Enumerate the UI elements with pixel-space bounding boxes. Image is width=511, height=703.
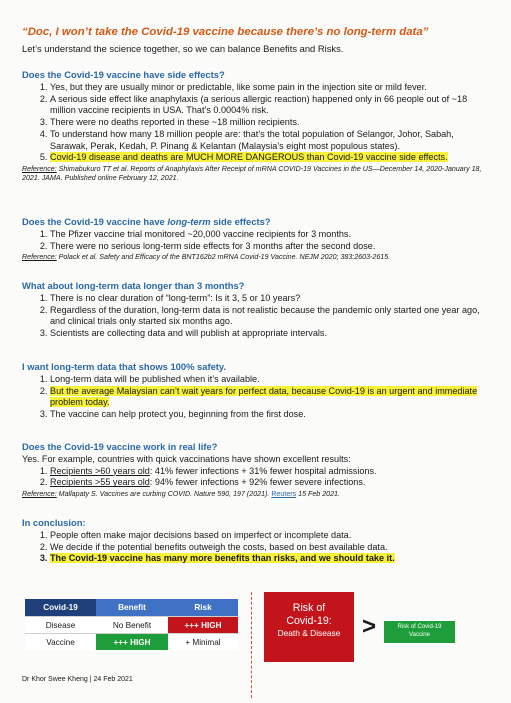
section-longer-than-3-months [22, 280, 492, 340]
table-header: Risk [168, 599, 238, 617]
list-item [50, 152, 492, 164]
safety-list [22, 374, 492, 421]
vaccine-box-line: Risk of Covid-19 [397, 624, 442, 630]
longer-data-list [22, 293, 492, 340]
list-item-label: Recipients >60 years old [50, 465, 150, 476]
list-item: 1. Yes, but they are usually minor or predictable, like some pain in the injection site or mild fever. [50, 82, 492, 94]
list-item: 2. Regardless of the duration, long-term data is not realistic because the pandemic only started one year ago, and clinical trials only started six months ago. [50, 305, 492, 328]
list-item: 3. The vaccine can help protect you, beginning from the first dose. [50, 409, 492, 421]
list-item: 3. There were no deaths reported in these ~18 million recipients. [50, 117, 492, 129]
section-100-percent-safety [22, 361, 492, 421]
section-conclusion [22, 517, 492, 565]
table-header: Benefit [96, 599, 168, 617]
table-row [25, 617, 238, 634]
reference [22, 253, 492, 262]
heading-emphasis: long-term [167, 216, 211, 227]
table-cell: Vaccine [25, 634, 96, 651]
risk-covid-box [264, 592, 354, 662]
risk-box-line: Risk of [292, 602, 326, 614]
highlighted-text: Covid-19 disease and deaths are MUCH MORE DANGEROUS than Covid-19 vaccine side effects. [50, 152, 448, 163]
long-term-list [22, 229, 492, 252]
highlighted-text: The Covid-19 vaccine has many more benefits than risks, and we should take it. [50, 553, 395, 564]
reference-text: Mallapaty S. Vaccines are curbing COVID. Nature 590, 197 (2021). [56, 490, 272, 499]
risk-vaccine-box [384, 621, 455, 643]
list-item: 2. There were no serious long-term side effects for 3 months after the second dose. [50, 241, 492, 253]
section-heading: In conclusion: [22, 517, 86, 528]
list-item [50, 466, 492, 478]
list-item [50, 386, 492, 409]
dashed-divider [251, 592, 252, 698]
document-subtitle: Let’s understand the science together, so we can balance Benefits and Risks. [22, 43, 344, 54]
list-item: 2. We decide if the potential benefits outweigh the costs, based on best available data. [50, 542, 492, 554]
document-title: “Doc, I won’t take the Covid-19 vaccine because there’s no long-term data” [22, 26, 429, 38]
list-item-text: : 41% fewer infections + 31% fewer hospital admissions. [149, 465, 377, 476]
table-cell: + Minimal [168, 634, 238, 651]
list-item: 3. Scientists are collecting data and will publish at appropriate intervals. [50, 328, 492, 340]
reference-text: Shimabukuro TT et al. Reports of Anaphylaxis After Receipt of mRNA COVID-19 Vaccines in the US—December 14, 2020-January 18, 2021. JAMA. Published online February 12, 2021. [22, 164, 482, 183]
table-cell: +++ HIGH [168, 617, 238, 634]
list-item [50, 553, 492, 565]
list-item-label: Recipients >55 years old [50, 477, 150, 488]
section-long-term-side-effects [22, 216, 492, 263]
conclusion-list [22, 530, 492, 565]
benefit-risk-table [25, 599, 238, 650]
heading-part: Does the Covid-19 vaccine have [22, 216, 168, 227]
reference-label: Reference: [22, 164, 57, 173]
section-side-effects [22, 69, 492, 184]
section-heading: What about long-term data longer than 3 months? [22, 280, 245, 291]
highlighted-text: But the average Malaysian can’t wait years for perfect data, because Covid-19 is an urgent and immediate problem today. [50, 385, 478, 408]
reference [22, 165, 492, 184]
reference [22, 490, 492, 499]
section-real-life [22, 441, 492, 500]
list-item [50, 477, 492, 489]
reference-date: 15 Feb 2021. [296, 490, 340, 499]
footer-author-date: Dr Khor Swee Kheng | 24 Feb 2021 [22, 676, 133, 683]
section-heading: Does the Covid-19 vaccine have side effects? [22, 69, 225, 80]
table-cell: Disease [25, 617, 96, 634]
reference-text: Polack et al. Safety and Efficacy of the BNT162b2 mRNA Covid-19 Vaccine. NEJM 2020; 383:2603-2615. [56, 253, 391, 262]
list-item: 1. People often make major decisions based on imperfect or incomplete data. [50, 530, 492, 542]
reuters-link[interactable]: Reuters [271, 490, 297, 499]
reference-label: Reference: [22, 253, 57, 262]
list-item-text: : 94% fewer infections + 92% fewer severe infections. [149, 477, 366, 488]
vaccine-box-line: Vaccine [409, 631, 430, 638]
section-heading [22, 216, 492, 227]
list-item: 4. To understand how many 18 million people are: that’s the total population of Selangor, Johor, Sabah, Sarawak, Perak, Kedah, P. Pinang & Kelantan (Malaysia’s eight most populous states). [50, 129, 492, 152]
table-header-row [25, 599, 238, 617]
list-item: 2. A serious side effect like anaphylaxis (a serious allergic reaction) happened only in 66 people out of ~18 million vaccine recipients in USA. That’s 0.0004% risk. [50, 94, 492, 117]
greater-than-symbol: > [362, 613, 377, 640]
table-row [25, 634, 238, 651]
section-heading: Does the Covid-19 vaccine work in real life? [22, 441, 218, 452]
list-item: 1. There is no clear duration of “long-term”: Is it 3, 5 or 10 years? [50, 293, 492, 305]
table-cell: No Benefit [96, 617, 168, 634]
table-header: Covid-19 [25, 599, 96, 617]
reference-label: Reference: [22, 490, 57, 499]
real-life-list [22, 466, 492, 489]
heading-part: side effects? [210, 216, 271, 227]
risk-box-line: Death & Disease [277, 628, 341, 638]
table-cell: +++ HIGH [96, 634, 168, 651]
section-heading: I want long-term data that shows 100% safety. [22, 361, 227, 372]
list-item: 1. The Pfizer vaccine trial monitored ~20,000 vaccine recipients for 3 months. [50, 229, 492, 241]
side-effects-list [22, 82, 492, 164]
section-intro: Yes. For example, countries with quick vaccinations have shown excellent results: [22, 454, 351, 464]
list-item: 1. Long-term data will be published when it’s available. [50, 374, 492, 386]
risk-box-line: Covid-19: [286, 615, 332, 627]
